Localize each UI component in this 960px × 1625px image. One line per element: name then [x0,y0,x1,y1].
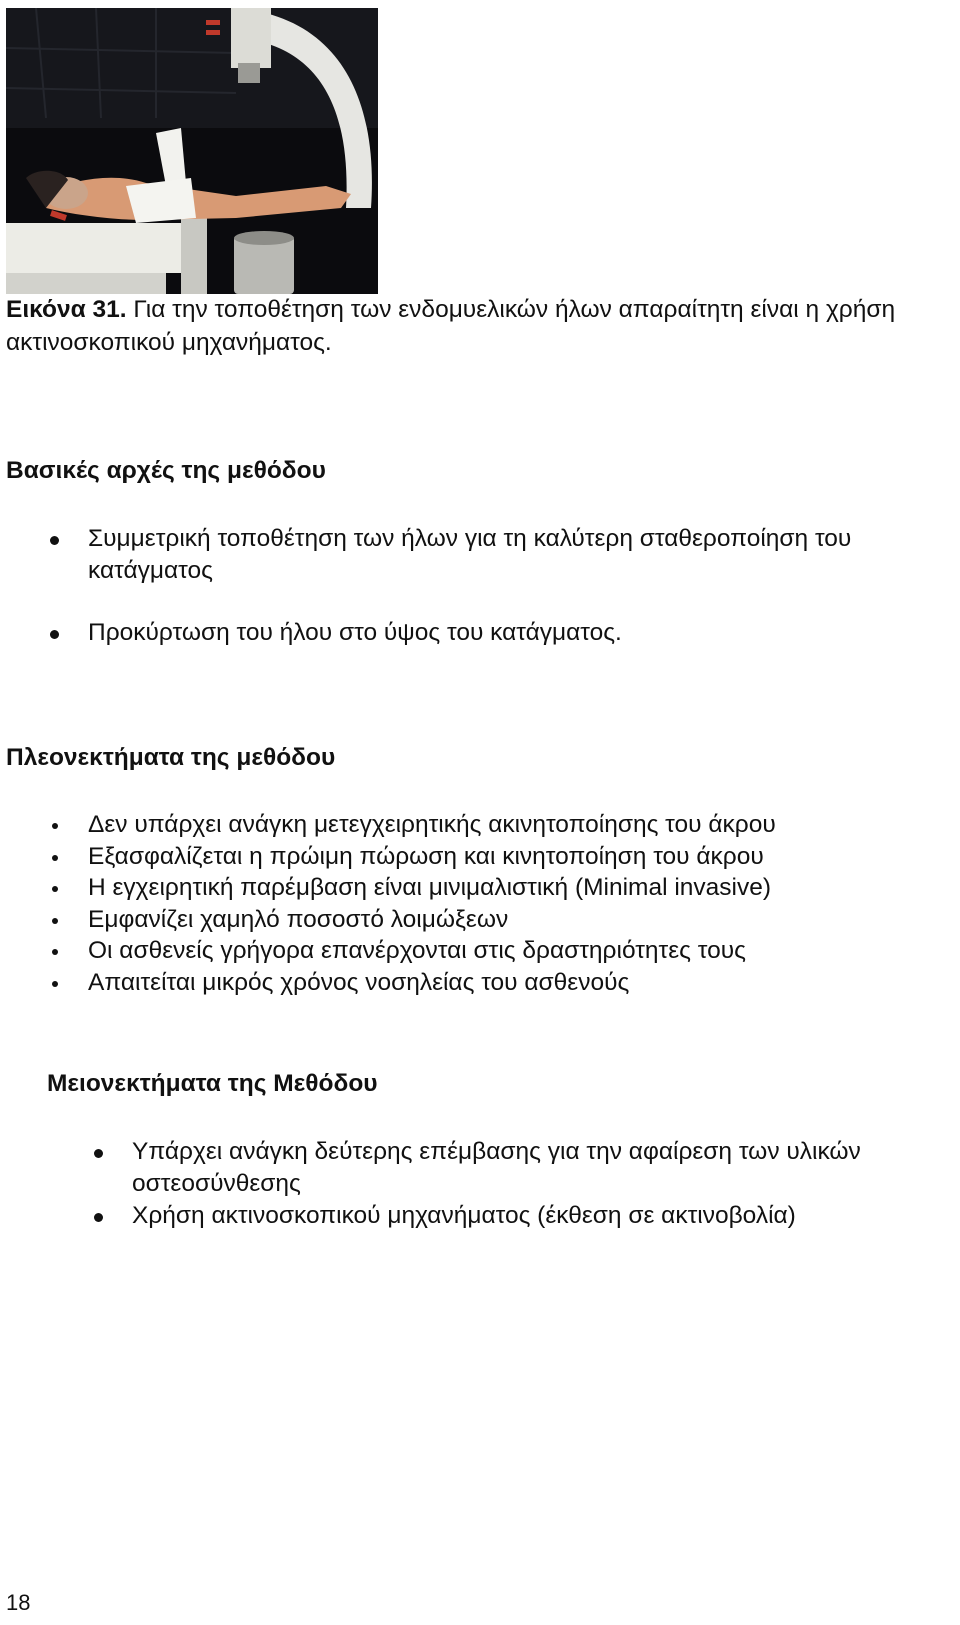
list-item [6,967,936,999]
list-item-text: Οι ασθενείς γρήγορα επανέρχονται στις δραστηριότητες τους [88,937,746,964]
advantages-list [6,809,936,998]
list-item-text: Συμμετρική τοποθέτηση των ήλων για τη καλύτερη σταθεροποίηση του κατάγματος [88,525,852,584]
section-heading-basics: Βασικές αρχές της μεθόδου [6,457,326,484]
list-item-text: Εμφανίζει χαμηλό ποσοστό λοιμώξεων [88,905,509,933]
section-heading-advantages: Πλεονεκτήματα της μεθόδου [6,744,336,771]
list-item-text: Εξασφαλίζεται η πρώιμη πώρωση και κινητοποίηση του άκρου [88,842,764,870]
list-item [46,1136,892,1200]
figure-label: Εικόνα 31. [6,296,127,323]
list-item [6,617,936,649]
list-item-text: Δεν υπάρχει ανάγκη μετεγχειρητικής ακινητοποίησης του άκρου [88,811,776,838]
list-item [46,1200,892,1232]
surgery-photo [6,8,378,294]
figure-caption [6,293,946,359]
list-item-text: Η εγχειρητική παρέμβαση είναι μινιμαλιστική (Minimal invasive) [88,874,771,901]
basics-list [6,523,936,679]
disadvantages-list [46,1136,892,1232]
page-number: 18 [6,1590,31,1615]
list-item [6,841,936,873]
list-item-text: Απαιτείται μικρός χρόνος νοσηλείας του ασθενούς [88,968,630,996]
list-item-text: Χρήση ακτινοσκοπικού μηχανήματος (έκθεση σε ακτινοβολία) [132,1202,796,1229]
list-item [6,523,936,587]
section-heading-disadvantages: Μειονεκτήματα της Μεθόδου [47,1070,378,1097]
list-item [6,904,936,936]
list-item [6,809,936,841]
list-item [6,872,936,904]
list-item [6,935,936,967]
list-item-text: Υπάρχει ανάγκη δεύτερης επέμβασης για την αφαίρεση των υλικών οστεοσύνθεσης [132,1138,861,1197]
figure-caption-text: Για την τοποθέτηση των ενδομυελικών ήλων απαραίτητη είναι η χρήση ακτινοσκοπικού μηχανήματος. [6,296,896,356]
list-item-text: Προκύρτωση του ήλου στο ύψος του κατάγματος. [88,619,622,646]
